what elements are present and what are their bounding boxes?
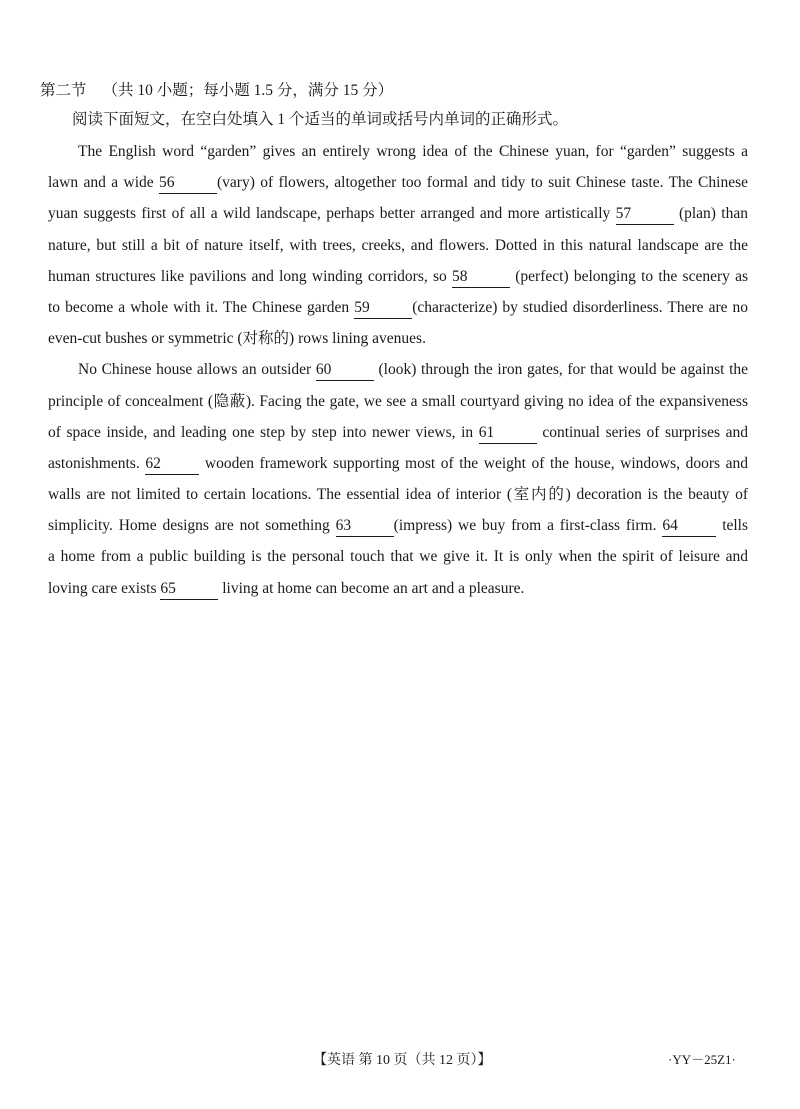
passage-text: astonishments.	[48, 454, 140, 472]
passage-line	[48, 573, 748, 604]
passage-line	[48, 230, 748, 261]
passage-text: simplicity. Home designs are not something	[48, 517, 330, 535]
passage-text: yuan suggests first of all a wild landscape, perhaps better arranged and more artistically	[48, 205, 611, 223]
passage-line	[48, 354, 748, 385]
passage-text: of space inside, and leading one step by step into newer views, in	[48, 423, 474, 441]
passage-line	[48, 323, 748, 354]
passage-text: (vary) of flowers, altogether too formal and tidy to suit Chinese taste. The Chinese	[217, 174, 748, 192]
passage-text: even-cut bushes or symmetric (对称的) rows lining avenues.	[48, 330, 426, 348]
blank-65[interactable]: 65	[160, 579, 218, 600]
passage-line	[48, 479, 748, 510]
passage-text: a home from a public building is the personal touch that we give it. It is only when the spirit of leisure and	[48, 548, 748, 566]
passage-text: continual series of surprises and	[542, 423, 749, 441]
passage-text: (characterize) by studied disorderliness. There are no	[412, 298, 749, 316]
passage-text: nature, but still a bit of nature itself, with trees, creeks, and flowers. Dotted in this natural landscape are the	[48, 236, 748, 254]
blank-64[interactable]: 64	[662, 516, 716, 537]
passage-text: lawn and a wide	[48, 174, 154, 192]
passage-text: to become a whole with it. The Chinese garden	[48, 298, 350, 316]
passage-line	[48, 292, 748, 323]
page-footer-label: 【英语 第 10 页（共 12 页）】	[313, 1053, 492, 1068]
section-heading	[40, 78, 393, 100]
passage-text: (perfect) belonging to the scenery as	[515, 267, 749, 285]
passage-text: No Chinese house allows an outsider	[78, 361, 312, 379]
exam-code: ·YY－25Z1·	[668, 1052, 736, 1067]
passage-line	[48, 541, 748, 572]
passage-text: wooden framework supporting most of the weight of the house, windows, doors and	[204, 454, 749, 472]
passage-line	[48, 510, 748, 541]
section-scoring-note: （共 10 小题；每小题 1.5 分，满分 15 分）	[102, 82, 394, 99]
blank-59[interactable]: 59	[354, 298, 412, 319]
passage-line	[48, 167, 748, 198]
blank-63[interactable]: 63	[336, 516, 394, 537]
passage-text: principle of concealment (隐蔽). Facing the gate, we see a small courtyard giving no idea of the expansiveness	[48, 392, 748, 410]
passage-text: human structures like pavilions and long winding corridors, so	[48, 267, 447, 285]
passage-line	[48, 417, 748, 448]
passage-text: (look) through the iron gates, for that would be against the	[378, 361, 749, 379]
blank-56[interactable]: 56	[159, 173, 217, 194]
passage-text: loving care exists	[48, 579, 157, 597]
passage-text: (plan) than	[678, 205, 748, 223]
passage-line	[48, 448, 748, 479]
passage-line	[48, 261, 748, 292]
passage-line	[48, 198, 748, 229]
section-title: 第二节	[40, 82, 87, 99]
passage-text: living at home can become an art and a pleasure.	[222, 579, 525, 597]
passage-text: The English word “garden” gives an entirely wrong idea of the Chinese yuan, for “garden” suggests a	[78, 143, 748, 160]
passage-text: tells	[722, 517, 749, 535]
blank-57[interactable]: 57	[616, 204, 674, 225]
instruction-text: 阅读下面短文，在空白处填入 1 个适当的单词或括号内单词的正确形式。	[72, 111, 569, 128]
passage-text: (impress) we buy from a first-class firm.	[393, 517, 657, 535]
blank-62[interactable]: 62	[145, 454, 199, 475]
passage-line	[48, 386, 748, 417]
passage-text: walls are not limited to certain locations. The essential idea of interior (室内的) decoration is the beauty of	[48, 486, 748, 504]
blank-61[interactable]: 61	[479, 423, 537, 444]
blank-58[interactable]: 58	[452, 267, 510, 288]
blank-60[interactable]: 60	[316, 360, 374, 381]
passage	[48, 136, 748, 604]
passage-line	[48, 136, 748, 167]
